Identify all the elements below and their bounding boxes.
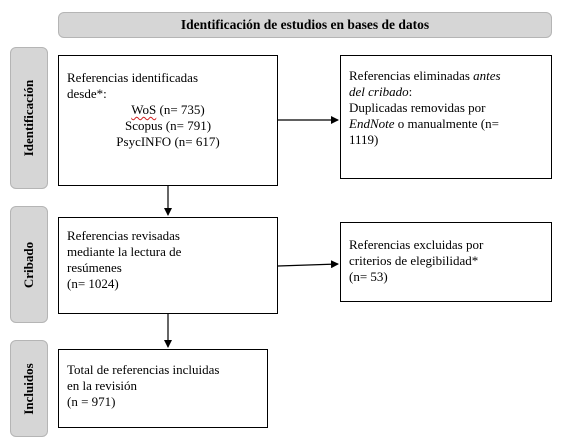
included-line-1: Total de referencias incluidas — [67, 362, 220, 377]
removed-line-1 — [349, 68, 543, 84]
stage-label-included — [10, 340, 48, 437]
arrow-screened-to-excluded — [278, 264, 338, 266]
excluded-line-3: (n= 53) — [349, 269, 388, 284]
removed-line-2 — [349, 84, 543, 100]
stage-identification-text: Identificación — [21, 79, 36, 157]
stage-screening-text: Cribado — [21, 241, 36, 288]
header-title: Identificación de estudios en bases de datos — [180, 17, 430, 32]
identified-scopus-line: Scopus (n= 791) — [124, 118, 212, 133]
identified-records-box — [58, 55, 278, 186]
removed-line-4-italic: EndNote — [349, 116, 395, 131]
header-bar — [58, 12, 552, 38]
included-line-2: en la revisión — [67, 378, 138, 393]
removed-line-1-italic: antes — [473, 68, 501, 83]
removed-records-box — [340, 55, 552, 179]
removed-line-4 — [349, 116, 543, 132]
screened-line-3: resúmenes — [67, 260, 122, 275]
stage-included-text: Incluidos — [21, 362, 36, 415]
stage-label-identification — [10, 47, 48, 189]
screened-records-box — [58, 217, 278, 314]
identified-wos-label: WoS — [131, 102, 157, 117]
removed-line-4-plain: o manualmente (n= — [394, 116, 499, 131]
excluded-records-box — [340, 222, 552, 302]
removed-line-2-plain: : — [408, 84, 413, 99]
identified-line-1: Referencias identificadas — [67, 70, 199, 85]
identified-psycinfo-line: PsycINFO (n= 617) — [116, 134, 220, 149]
removed-line-5: 1119) — [349, 132, 379, 147]
identified-wos-line — [67, 102, 269, 118]
included-records-box — [58, 349, 268, 428]
removed-line-3: Duplicadas removidas por — [349, 100, 486, 115]
excluded-line-1: Referencias excluidas por — [349, 237, 484, 252]
screened-line-4: (n= 1024) — [67, 276, 119, 291]
included-line-3: (n = 971) — [67, 394, 116, 409]
identified-line-2: desde*: — [67, 86, 107, 101]
identified-wos-count: (n= 735) — [156, 102, 205, 117]
stage-label-screening — [10, 206, 48, 323]
removed-line-1-plain: Referencias eliminadas — [349, 68, 474, 83]
screened-line-2: mediante la lectura de — [67, 244, 182, 259]
screened-line-1: Referencias revisadas — [67, 228, 180, 243]
excluded-line-2: criterios de elegibilidad* — [349, 253, 479, 268]
removed-line-2-italic: del cribado — [349, 84, 409, 99]
